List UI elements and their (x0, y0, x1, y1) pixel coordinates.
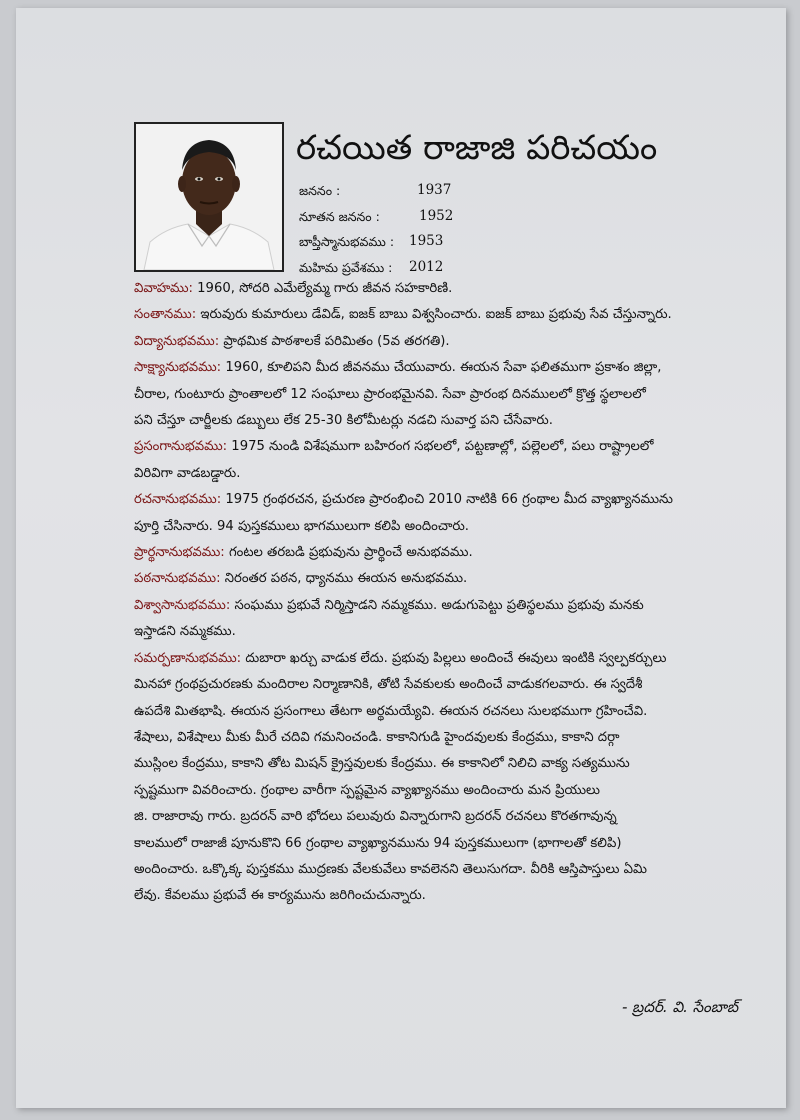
section-text: ముస్లింల కేంద్రము, కాకాని తోట మిషన్ క్రైస్తవులకు కేంద్రము. ఈ కాకానిలో నిలిచి వాక్య సత్యమును (134, 756, 630, 772)
section-children (134, 302, 784, 328)
section-faith (134, 593, 784, 646)
section-label: ప్రార్థనానుభవము: (134, 545, 225, 561)
section-text: ఇరువురు కుమారులు డేవిడ్, ఐజక్ బాబు విశ్వసించారు. ఐజక్ బాబు ప్రభువు సేవ చేస్తున్నారు. (196, 307, 672, 323)
section-text: ఉపదేశి మితభాషి. ఈయన ప్రసంగాలు తేటగా అర్థమయ్యేవి. ఈయన రచనలు సులభముగా గ్రహించేవి. (134, 703, 648, 719)
section-text: 1960, కూలిపని మీద జీవనము చేయువారు. ఈయన సేవా ఫలితముగా ప్రకాశం జిల్లా, (221, 360, 662, 376)
section-line (134, 434, 784, 460)
fact-value: 2012 (409, 258, 444, 275)
section-line (134, 593, 784, 619)
section-text: పని చేస్తూ చార్జీలకు డబ్బులు లేక 25-30 కిలోమీటర్లు నడచి సువార్త పని చేసేవారు. (134, 413, 553, 429)
fact-row-new-birth (299, 205, 499, 231)
section-line (134, 487, 784, 513)
section-education (134, 329, 784, 355)
section-text: జి. రాజారావు గారు. బ్రదరన్ వారి భోదలు పలువురు విన్నారుగాని బ్రదరన్ రచనలు కొరతగావున్న (134, 809, 617, 825)
section-label: వివాహము: (134, 281, 193, 296)
section-text: అందించారు. ఒక్కొక్క పుస్తకము ముద్రణకు వేలకువేలు కావలెనని తెలుసుగదా. వీరికి ఆస్తిపాస్తులు ఏమి (134, 861, 647, 877)
section-testimony (134, 355, 784, 434)
section-text: శేషాలు, విశేషాలు మీకు మీరే చదివి గమనించండి. కాకానిగుడి హైందవులకు కేంద్రము, కాకాని దర్గా (134, 729, 620, 745)
fact-label: మహిమ ప్రవేశము : (299, 259, 393, 275)
section-line (134, 566, 784, 592)
author-portrait-image (136, 124, 282, 270)
section-label: విశ్వాసానుభవము: (134, 597, 231, 613)
section-text: లేవు. కేవలము ప్రభువే ఈ కార్యమును జరిగించుచున్నారు. (134, 888, 426, 904)
fact-value: 1952 (419, 207, 454, 224)
section-text: దుబారా ఖర్చు వాడుక లేదు. ప్రభువు పిల్లలు అందించే ఈవులు ఇంటికి స్వల్పకర్చులు (241, 650, 667, 666)
section-label: సమర్పణానుభవము: (134, 650, 242, 666)
page-title: రచయిత రాజాజి పరిచయం (296, 128, 658, 168)
section-line (134, 329, 784, 355)
section-text: 1960, సోదరి ఎమేల్యేమ్మ గారు జీవన సహకారిణి. (192, 281, 453, 296)
section-text: ఇస్తాడని నమ్మకము. (134, 624, 236, 640)
section-line (134, 276, 784, 302)
section-text: మినహా గ్రంథప్రచురణకు మందిరాల నిర్మాణానికి, తోటి సేవకులకు అందించే వాడుకగలవారు. ఈ స్వదేశీ (134, 677, 643, 693)
section-line (134, 302, 784, 328)
fact-label: నూతన జననం : (299, 208, 380, 224)
section-label: సాక్ష్యానుభవము: (134, 360, 222, 376)
section-text: సంఘము ప్రభువే నిర్మిస్తాడని నమ్మకము. అడుగుపెట్టు ప్రతిస్థలము ప్రభువు మనకు (230, 597, 644, 613)
section-label: సంతానము: (134, 307, 197, 323)
author-photo (134, 122, 284, 272)
section-preaching (134, 434, 784, 487)
biography-body (134, 276, 784, 910)
section-reading (134, 566, 784, 592)
fact-value: 1953 (409, 233, 444, 249)
fact-row-birth (299, 179, 499, 205)
section-text: 1975 నుండి విశేషముగా బహిరంగ సభలలో, పట్టణాల్లో, పల్లెలలో, పలు రాష్ట్రాలలో (227, 439, 654, 455)
section-marriage (134, 276, 784, 302)
book-page (16, 8, 786, 1108)
fact-label: జననం : (299, 183, 341, 198)
section-label: విద్యానుభవము: (134, 333, 220, 349)
section-text: ప్రాథమిక పాఠశాలకే పరిమితం (5వ తరగతి). (219, 333, 450, 349)
section-prayer (134, 540, 784, 566)
section-text: చీరాల, గుంటూరు ప్రాంతాలలో 12 సంఘాలు ప్రారంభమైనవి. సేవా ప్రారంభ దినములలో క్రొత్త స్థలాలలో (134, 386, 646, 402)
section-text: నిరంతర పఠన, ధ్యానము ఈయన అనుభవము. (220, 571, 468, 587)
section-text: స్పష్టముగా వివరించారు. గ్రంథాల వారీగా స్పష్టమైన వ్యాఖ్యానము అందించారు మన ప్రియులు (134, 782, 600, 798)
section-text: కాలములో రాజాజీ పూనుకొని 66 గ్రంథాల వ్యాఖ్యానమును 94 పుస్తకములుగా (భాగాలతో కలిపి) (134, 835, 622, 851)
fact-label: బాప్తీస్మానుభవము : (299, 234, 395, 249)
section-label: ప్రసంగానుభవము: (134, 439, 228, 455)
section-label: పఠనానుభవము: (134, 571, 221, 587)
section-text: విరివిగా వాడబడ్డారు. (134, 465, 241, 481)
fact-value: 1937 (417, 182, 452, 198)
section-dedication (134, 646, 784, 910)
section-text: 1975 గ్రంథరచన, ప్రచురణ ప్రారంభించి 2010 నాటికి 66 గ్రంథాల మీద వ్యాఖ్యానమును (221, 492, 673, 508)
section-line (134, 646, 784, 672)
author-signature: - బ్రదర్. వి. సేంబాబ్ (622, 998, 739, 1016)
section-label: రచనానుభవము: (134, 492, 222, 508)
section-text: పూర్తి చేసినారు. 94 పుస్తకములు భాగములుగా కలిపి అందించారు. (134, 518, 469, 534)
section-text: గంటల తరబడి ప్రభువును ప్రార్థించే అనుభవము. (224, 545, 473, 561)
section-writing (134, 487, 784, 540)
fact-row-baptism (299, 230, 499, 256)
section-line (134, 355, 784, 381)
author-facts (299, 179, 499, 281)
section-line (134, 540, 784, 566)
